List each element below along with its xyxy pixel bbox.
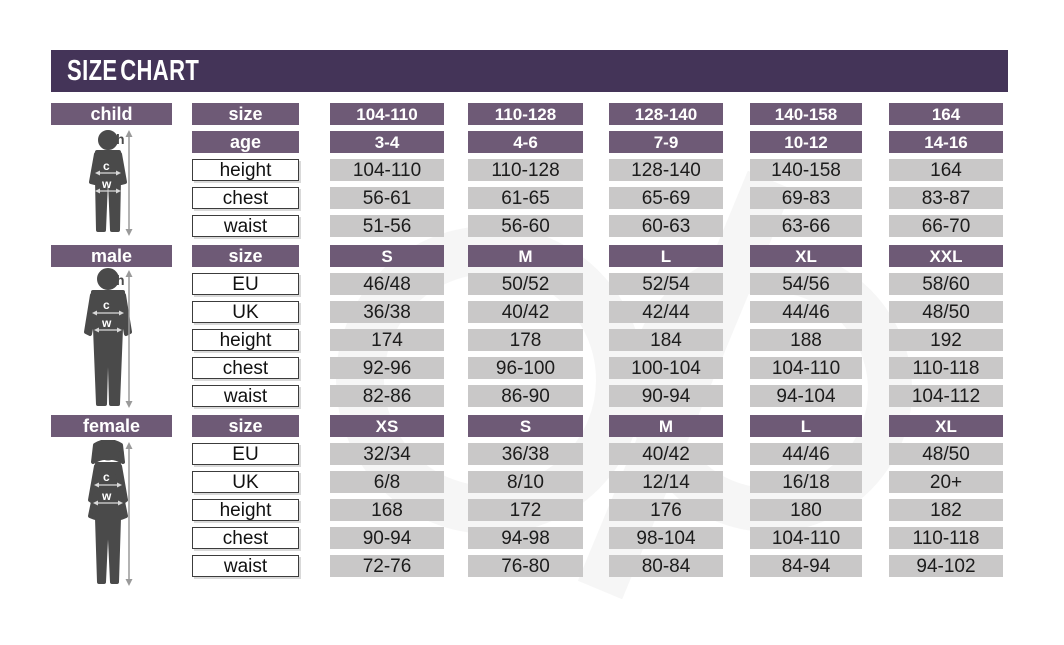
value-cell: 51-56 (330, 215, 444, 237)
table-row-child-chest (51, 187, 1003, 209)
section-female (51, 415, 1003, 587)
value-cell: 48/50 (889, 301, 1003, 323)
value-cell: 104-112 (889, 385, 1003, 407)
table-row-male-height (51, 329, 1003, 351)
value-cell: 192 (889, 329, 1003, 351)
row-label-chest: chest (192, 187, 299, 209)
value-cell: 60-63 (609, 215, 723, 237)
value-cell: 128-140 (609, 103, 723, 125)
gender-label-female: female (51, 415, 172, 437)
value-cell: L (609, 245, 723, 267)
value-cell: 32/34 (330, 443, 444, 465)
row-label-height: height (192, 159, 299, 181)
chest-arrow-label: c (103, 470, 110, 484)
value-cell: 40/42 (609, 443, 723, 465)
value-cell: 65-69 (609, 187, 723, 209)
value-cell: 66-70 (889, 215, 1003, 237)
value-cell: 16/18 (750, 471, 862, 493)
value-cell: M (609, 415, 723, 437)
height-arrow-label: h (116, 131, 125, 147)
value-cell: 94-102 (889, 555, 1003, 577)
value-cell: L (750, 415, 862, 437)
table-row-female-UK (51, 471, 1003, 493)
value-cell: 110-118 (889, 357, 1003, 379)
value-cell: 14-16 (889, 131, 1003, 153)
value-cell: 164 (889, 103, 1003, 125)
value-cell: 188 (750, 329, 862, 351)
row-label-chest: chest (192, 527, 299, 549)
table-row-male-EU (51, 273, 1003, 295)
value-cell: 180 (750, 499, 862, 521)
value-cell: 69-83 (750, 187, 862, 209)
value-cell: S (468, 415, 583, 437)
value-cell: 8/10 (468, 471, 583, 493)
value-cell: 80-84 (609, 555, 723, 577)
value-cell: 54/56 (750, 273, 862, 295)
value-cell: 56-60 (468, 215, 583, 237)
table-row-male-size (51, 245, 1003, 267)
height-arrow-label: h (116, 444, 125, 460)
row-label-size: size (192, 415, 299, 437)
row-label-age: age (192, 131, 299, 153)
row-label-waist: waist (192, 555, 299, 577)
table-row-male-chest (51, 357, 1003, 379)
value-cell: 52/54 (609, 273, 723, 295)
table-row-female-EU (51, 443, 1003, 465)
value-cell: 96-100 (468, 357, 583, 379)
value-cell: 86-90 (468, 385, 583, 407)
value-cell: 94-104 (750, 385, 862, 407)
table-row-female-waist (51, 555, 1003, 577)
value-cell: XS (330, 415, 444, 437)
row-label-size: size (192, 245, 299, 267)
value-cell: S (330, 245, 444, 267)
table-row-male-UK (51, 301, 1003, 323)
value-cell: 3-4 (330, 131, 444, 153)
value-cell: 72-76 (330, 555, 444, 577)
section-male (51, 245, 1003, 410)
value-cell: 10-12 (750, 131, 862, 153)
value-cell: 48/50 (889, 443, 1003, 465)
value-cell: 44/46 (750, 443, 862, 465)
waist-arrow-label: w (102, 177, 112, 191)
row-label-waist: waist (192, 385, 299, 407)
value-cell: 4-6 (468, 131, 583, 153)
value-cell: 182 (889, 499, 1003, 521)
value-cell: 63-66 (750, 215, 862, 237)
value-cell: 36/38 (468, 443, 583, 465)
value-cell: XL (750, 245, 862, 267)
value-cell: M (468, 245, 583, 267)
value-cell: 100-104 (609, 357, 723, 379)
value-cell: 140-158 (750, 103, 862, 125)
value-cell: 178 (468, 329, 583, 351)
value-cell: 46/48 (330, 273, 444, 295)
value-cell: 50/52 (468, 273, 583, 295)
value-cell: 104-110 (750, 357, 862, 379)
table-row-child-size (51, 103, 1003, 125)
table-row-female-size (51, 415, 1003, 437)
value-cell: 6/8 (330, 471, 444, 493)
value-cell: 110-128 (468, 103, 583, 125)
table-row-male-waist (51, 385, 1003, 407)
row-label-UK: UK (192, 471, 299, 493)
value-cell: 92-96 (330, 357, 444, 379)
table-row-female-chest (51, 527, 1003, 549)
gender-label-male: male (51, 245, 172, 267)
value-cell: XXL (889, 245, 1003, 267)
table-row-child-age (51, 131, 1003, 153)
value-cell: 58/60 (889, 273, 1003, 295)
value-cell: 7-9 (609, 131, 723, 153)
table-row-child-waist (51, 215, 1003, 237)
value-cell: 140-158 (750, 159, 862, 181)
value-cell: 12/14 (609, 471, 723, 493)
value-cell: XL (889, 415, 1003, 437)
height-arrow-label: h (116, 272, 125, 288)
value-cell: 104-110 (750, 527, 862, 549)
value-cell: 172 (468, 499, 583, 521)
waist-arrow-label: w (102, 489, 112, 503)
value-cell: 110-118 (889, 527, 1003, 549)
row-label-height: height (192, 499, 299, 521)
value-cell: 90-94 (609, 385, 723, 407)
value-cell: 174 (330, 329, 444, 351)
chest-arrow-label: c (103, 298, 110, 312)
value-cell: 90-94 (330, 527, 444, 549)
value-cell: 184 (609, 329, 723, 351)
value-cell: 56-61 (330, 187, 444, 209)
value-cell: 168 (330, 499, 444, 521)
value-cell: 40/42 (468, 301, 583, 323)
gender-label-child: child (51, 103, 172, 125)
value-cell: 76-80 (468, 555, 583, 577)
row-label-size: size (192, 103, 299, 125)
title-bar (51, 50, 1008, 92)
value-cell: 61-65 (468, 187, 583, 209)
value-cell: 82-86 (330, 385, 444, 407)
value-cell: 94-98 (468, 527, 583, 549)
value-cell: 36/38 (330, 301, 444, 323)
section-child (51, 103, 1003, 243)
page-title: SIZE CHART (67, 54, 200, 87)
value-cell: 20+ (889, 471, 1003, 493)
value-cell: 176 (609, 499, 723, 521)
value-cell: 98-104 (609, 527, 723, 549)
row-label-EU: EU (192, 443, 299, 465)
table-row-child-height (51, 159, 1003, 181)
value-cell: 110-128 (468, 159, 583, 181)
value-cell: 164 (889, 159, 1003, 181)
waist-arrow-label: w (102, 316, 112, 330)
row-label-waist: waist (192, 215, 299, 237)
value-cell: 128-140 (609, 159, 723, 181)
value-cell: 104-110 (330, 103, 444, 125)
row-label-EU: EU (192, 273, 299, 295)
value-cell: 104-110 (330, 159, 444, 181)
row-label-height: height (192, 329, 299, 351)
value-cell: 83-87 (889, 187, 1003, 209)
value-cell: 42/44 (609, 301, 723, 323)
value-cell: 44/46 (750, 301, 862, 323)
table-row-female-height (51, 499, 1003, 521)
row-label-chest: chest (192, 357, 299, 379)
value-cell: 84-94 (750, 555, 862, 577)
row-label-UK: UK (192, 301, 299, 323)
chest-arrow-label: c (103, 159, 110, 173)
